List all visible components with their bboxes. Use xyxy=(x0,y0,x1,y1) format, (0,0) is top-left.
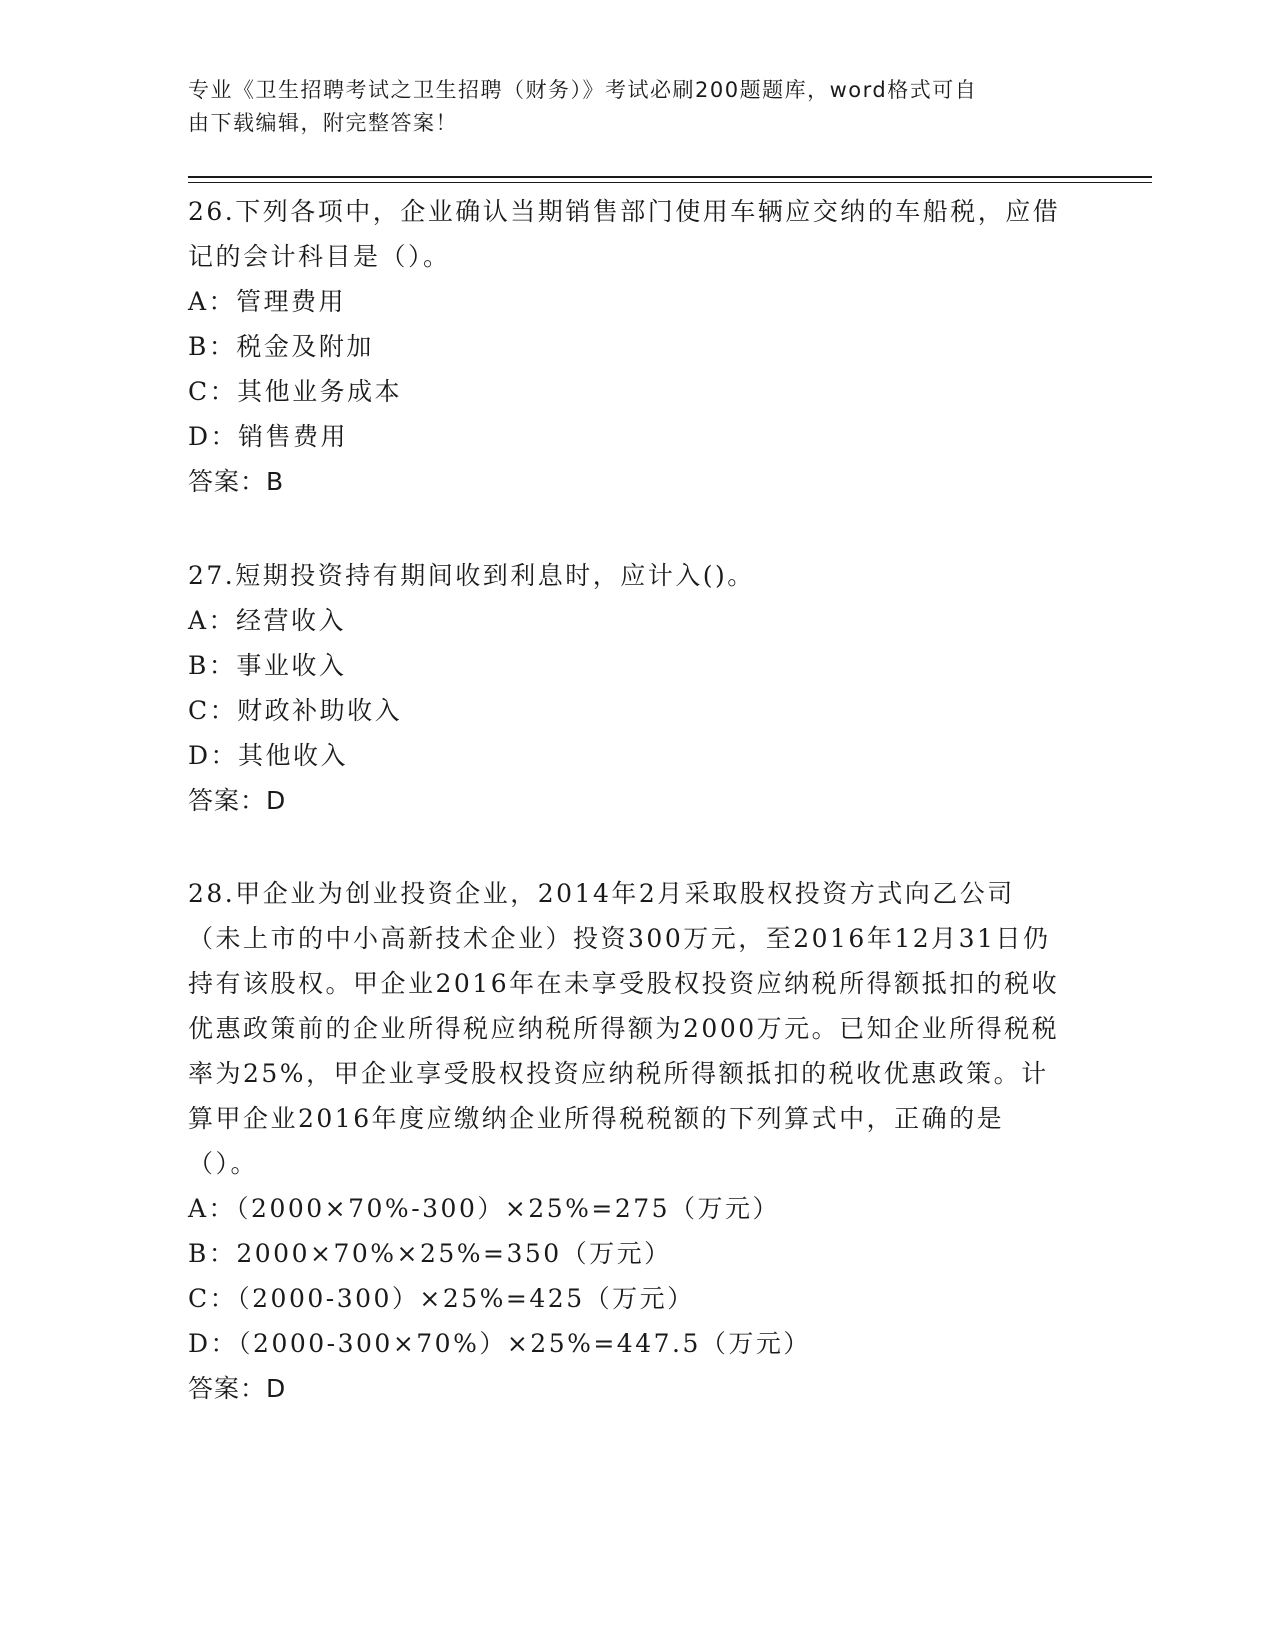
header-line-2: 由下载编辑，附完整答案！ xyxy=(188,111,458,135)
answer: 答案：B xyxy=(188,467,285,496)
question-stem: 27.短期投资持有期间收到利息时，应计入()。 xyxy=(188,561,755,590)
option-c: C：（2000-300）×25%=425（万元） xyxy=(188,1284,695,1313)
document-header xyxy=(188,74,1088,140)
option-b: B：税金及附加 xyxy=(188,332,374,361)
answer: 答案：D xyxy=(188,786,287,815)
question-27 xyxy=(188,553,1088,823)
option-d: D：其他收入 xyxy=(188,741,349,770)
question-stem: 26.下列各项中，企业确认当期销售部门使用车辆应交纳的车船税，应借记的会计科目是（）。 xyxy=(188,197,1061,271)
option-d: D：（2000-300×70%）×25%=447.5（万元） xyxy=(188,1329,811,1358)
option-a: A：经营收入 xyxy=(188,606,347,635)
option-a: A：（2000×70%-300）×25%=275（万元） xyxy=(188,1194,781,1223)
header-divider-thin xyxy=(188,182,1152,183)
question-28 xyxy=(188,871,1088,1411)
answer: 答案：D xyxy=(188,1374,287,1403)
option-b: B：2000×70%×25%=350（万元） xyxy=(188,1239,672,1268)
question-26 xyxy=(188,189,1088,504)
question-stem: 28.甲企业为创业投资企业，2014年2月采取股权投资方式向乙公司（未上市的中小高新技术企业）投资300万元，至2016年12月31日仍持有该股权。甲企业2016年在未享受股权投资应纳税所得额抵扣的税收优惠政策前的企业所得税应纳税所得额为2000万元。已知企业所得税税率为25%，甲企业享受股权投资应纳税所得额抵扣的税收优惠政策。计算甲企业2016年度应缴纳企业所得税税额的下列算式中，正确的是（）。 xyxy=(188,879,1060,1178)
header-divider-thick xyxy=(188,176,1152,178)
option-c: C：财政补助收入 xyxy=(188,696,403,725)
option-d: D：销售费用 xyxy=(188,422,349,451)
option-a: A：管理费用 xyxy=(188,287,347,316)
option-b: B：事业收入 xyxy=(188,651,347,680)
option-c: C：其他业务成本 xyxy=(188,377,403,406)
header-line-1: 专业《卫生招聘考试之卫生招聘（财务）》考试必刷200题题库，word格式可自 xyxy=(188,78,978,102)
